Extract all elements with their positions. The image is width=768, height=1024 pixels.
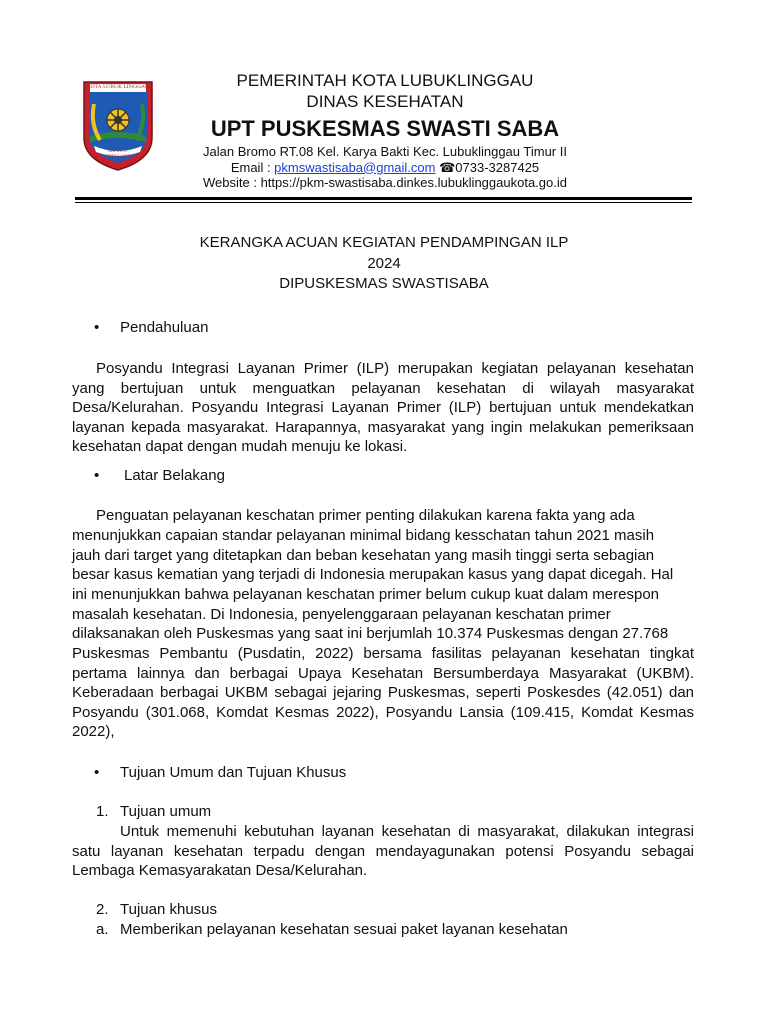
latar-line-1: Penguatan pelayanan keschatan primer penting dilakukan karena fakta yang ada: [96, 507, 635, 524]
latar-line-6: masalah kesehatan. Di Indonesia, penyelenggaraan pelayanan keschatan primer: [72, 606, 611, 623]
title-line3: DIPUSKESMAS SWASTISABA: [279, 275, 489, 292]
item-a-letter: a.: [96, 921, 109, 938]
bullet-icon: •: [94, 319, 100, 336]
latar-line-2: menunjukkan capaian standar pelayanan minimal bidang kesschatan tahun 2021 masih: [72, 527, 655, 544]
title-line1: KERANGKA ACUAN KEGIATAN PENDAMPINGAN ILP: [199, 234, 569, 251]
city-logo: [80, 80, 156, 172]
paragraph-pendahuluan: Posyandu Integrasi Layanan Primer (ILP) merupakan kegiatan pelayanan kesehatan yang bertujuan untuk menguatkan pelayanan kesehatan di wilayah masyarakat Desa/Kelurahan. Posyandu Integrasi Layanan Primer (ILP) bertujuan untuk mendekatkan layanan kepada masyarakat. Harapannya, masyarakat yang ingin melakukan pemeriksaan kesehatan dapat dengan mudah menuju ke lokasi.: [72, 360, 694, 456]
logo-text-bottom: SEPINTU SEDULANG: [105, 148, 131, 158]
bullet-icon: •: [94, 467, 100, 484]
letterhead-title: UPT PUSKESMAS SWASTI SABA: [210, 116, 560, 141]
email-link[interactable]: pkmswastisaba@gmail.com: [274, 159, 436, 175]
logo-text-top: KOTA LUBUK LINGGAU: [87, 84, 149, 90]
letterhead-contact: [170, 160, 600, 176]
letterhead-divider: [75, 197, 692, 200]
latar-line-4: besar kasus kematian yang terjadi di Indonesia merupakan kasus yang dapat dicegah. Hal: [72, 566, 674, 583]
bullet-icon: •: [94, 764, 100, 781]
letterhead-divider-thin: [75, 202, 692, 203]
item-1-label: Tujuan umum: [120, 803, 212, 820]
letterhead-website: Website : https://pkm-swastisaba.dinkes.lubuklinggaukota.go.id: [203, 175, 567, 190]
letterhead-line1: PEMERINTAH KOTA LUBUKLINGGAU: [236, 71, 534, 90]
heading-label: Latar Belakang: [124, 467, 225, 484]
paragraph-tujuan-umum: Untuk memenuhi kebutuhan layanan kesehatan di masyarakat, dilakukan integrasi satu layanan kesehatan terpadu dengan mendayagunakan potensi Posyandu sebagai Lembaga Kemasyarakatan Desa/Kelurahan.: [72, 823, 694, 880]
item-1-number: 1.: [96, 803, 109, 820]
heading-label: Pendahuluan: [120, 319, 209, 336]
item-2-label: Tujuan khusus: [120, 901, 218, 918]
item-a-label: Memberikan pelayanan kesehatan sesuai paket layanan kesehatan: [120, 921, 568, 938]
paragraph-latar-rest: Puskesmas Pembantu (Pusdatin, 2022) bersama fasilitas pelayanan kesehatan tingkat pertama lainnya dan berbagai Upaya Kesehatan Bersumberdaya Masyarakat (UKBM). Keberadaan berbagai UKBM sebagai jejaring Puskesmas, seperti Poskesdes (42.051) dan Posyandu (301.068, Komdat Kesmas 2022), Posyandu Lansia (109.415, Komdat Kesmas 2022),: [72, 645, 694, 741]
letterhead-line2: DINAS KESEHATAN: [306, 92, 464, 111]
document-title: [60, 233, 708, 295]
letterhead-address: Jalan Bromo RT.08 Kel. Karya Bakti Kec. Lubuklinggau Timur II: [203, 144, 567, 159]
latar-line-5: ini menunjukkan bahwa pelayanan keschatan primer belum cukup kuat dalam merespon: [72, 586, 660, 603]
latar-line-7: dilaksanakan oleh Puskesmas yang saat ini berjumlah 10.374 Puskesmas dengan 27.768: [72, 625, 669, 642]
item-2-number: 2.: [96, 901, 109, 918]
latar-line-3: jauh dari target yang ditetapkan dan beban kesehatan yang masih tinggi serta sebagian: [72, 547, 655, 564]
phone-number: ☎0733-3287425: [439, 159, 540, 175]
heading-label: Tujuan Umum dan Tujuan Khusus: [120, 764, 347, 781]
title-line2: 2024: [367, 254, 401, 272]
email-label: Email :: [230, 159, 275, 175]
letterhead: [170, 70, 600, 191]
